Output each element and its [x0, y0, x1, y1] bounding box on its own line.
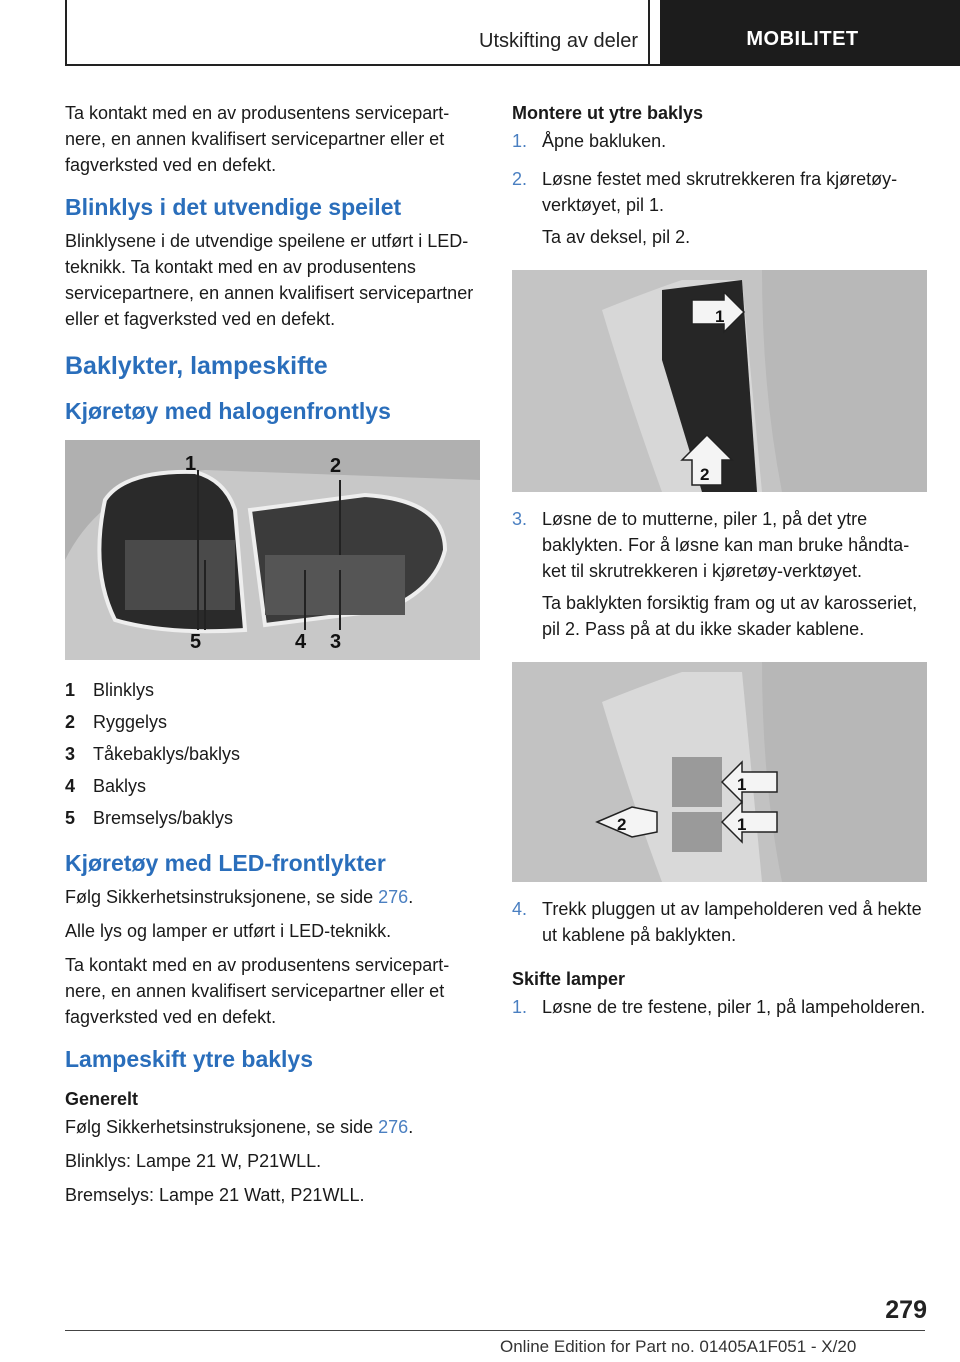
step-text: Åpne bakluken.: [542, 131, 667, 151]
heading-led: Kjøretøy med LED-frontlykter: [65, 850, 386, 876]
step-number: 3.: [512, 509, 528, 529]
figure-label: 4: [295, 631, 307, 653]
general-safety-text: Følg Sikkerhetsinstruksjonene, se side: [65, 1117, 379, 1137]
figure-legend: [65, 674, 480, 834]
general-safety-paragraph: [65, 1114, 480, 1140]
heading-halogen: Kjøretøy med halogenfrontlys: [65, 398, 391, 424]
bulb-indicator-paragraph: Blinklys: Lampe 21 W, P21WLL.: [65, 1151, 322, 1171]
heading-replace-lamps: Skifte lamper: [512, 969, 626, 989]
footer-edition: Online Edition for Part no. 01405A1F051 - X/20: [500, 1337, 857, 1356]
legend-number: 2: [65, 712, 76, 732]
step-item: [512, 506, 927, 648]
figure-label: 2: [700, 465, 710, 484]
figure-label: 3: [330, 631, 342, 653]
led-contact-paragraph: Ta kontakt med en av produsentens servicepartnere, en annen kvalifisert servicepartner eller et fagverksted ved en defekt.: [65, 955, 450, 1027]
led-safety-text: Følg Sikkerhetsinstruksjonene, se side: [65, 887, 379, 907]
figure-label: 1: [715, 307, 725, 326]
step-item: [512, 166, 927, 256]
legend-item: [65, 802, 480, 834]
legend-item: [65, 674, 480, 706]
taillight-figure: [65, 440, 480, 660]
legend-number: 1: [65, 680, 76, 700]
legend-number: 4: [65, 776, 76, 796]
step-text: Løsne de tre festene, piler 1, på lampeholderen.: [542, 997, 926, 1017]
led-paragraph: Alle lys og lamper er utført i LED-teknikk.: [65, 921, 392, 941]
heading-general: Generelt: [65, 1089, 139, 1109]
step-text: Løsne festet med skrutrekkeren fra kjøretøyverktøyet, pil 1.: [542, 169, 898, 215]
header-left-border: [65, 0, 67, 66]
punctuation: .: [408, 887, 414, 907]
page-link[interactable]: 276: [378, 887, 409, 907]
legend-text: Baklys: [93, 776, 147, 796]
step-text: Trekk pluggen ut av lampeholderen ved å hekte ut kablene på baklykten.: [542, 899, 922, 945]
step-text: Løsne de to mutterne, piler 1, på det ytre baklykten. For å løsne kan man bruke håndtaket til skrutrekkeren i kjøretøy-verktøyet.: [542, 509, 910, 581]
step-item: [512, 994, 927, 1026]
intro-paragraph: Ta kontakt med en av produsentens servicepartnere, en annen kvalifisert servicepartner eller et fagverksted ved en defekt.: [65, 103, 450, 175]
figure-label: 5: [190, 631, 202, 653]
step-number: 4.: [512, 899, 528, 919]
taillight-removal-figure: [512, 662, 927, 882]
heading-outer-taillight: Lampeskift ytre baklys: [65, 1046, 314, 1072]
step-subtext: Ta av deksel, pil 2.: [542, 227, 691, 247]
legend-text: Tåkebaklys/baklys: [93, 744, 241, 764]
step-subtext: Ta baklykten forsiktig fram og ut av karosseriet, pil 2. Pass på at du ikke skader kablene.: [542, 593, 918, 639]
header-section-title: Utskifting av deler: [479, 30, 638, 52]
header-tab-label[interactable]: MOBILITET: [746, 28, 859, 50]
legend-text: Bremselys/baklys: [93, 808, 234, 828]
cover-removal-figure: [512, 270, 927, 492]
bulb-brake-paragraph: Bremselys: Lampe 21 Watt, P21WLL.: [65, 1185, 365, 1205]
heading-mirror: Blinklys i det utvendige speilet: [65, 194, 402, 220]
legend-item: [65, 706, 480, 738]
step-number: 2.: [512, 169, 528, 189]
legend-item: [65, 770, 480, 802]
footer-rule: [65, 1330, 925, 1331]
heading-remove: Montere ut ytre baklys: [512, 103, 704, 123]
legend-text: Ryggelys: [93, 712, 168, 732]
page-number: 279: [885, 1296, 927, 1324]
figure-label: 2: [330, 455, 342, 477]
figure-label: 1: [737, 815, 747, 834]
led-safety-paragraph: [65, 884, 480, 910]
figure-label: 1: [737, 775, 747, 794]
punctuation: .: [408, 1117, 414, 1137]
page-link[interactable]: 276: [378, 1117, 409, 1137]
legend-item: [65, 738, 480, 770]
header-divider: [648, 0, 650, 66]
legend-number: 5: [65, 808, 76, 828]
step-item: [512, 896, 927, 954]
legend-text: Blinklys: [93, 680, 155, 700]
figure-label: 1: [185, 453, 197, 475]
step-number: 1.: [512, 997, 528, 1017]
mirror-paragraph: Blinklysene i de utvendige speilene er utført i LED-teknikk. Ta kontakt med en av produsentens servicepartnere, en annen kvalifisert servicepartner eller et fagverksted ved en defekt.: [65, 231, 474, 329]
step-number: 1.: [512, 131, 528, 151]
step-item: [512, 128, 927, 160]
heading-taillights: Baklykter, lampeskifte: [65, 352, 328, 380]
figure-label: 2: [617, 815, 627, 834]
left-column: [65, 100, 480, 1216]
legend-number: 3: [65, 744, 76, 764]
right-column: [512, 100, 927, 1032]
